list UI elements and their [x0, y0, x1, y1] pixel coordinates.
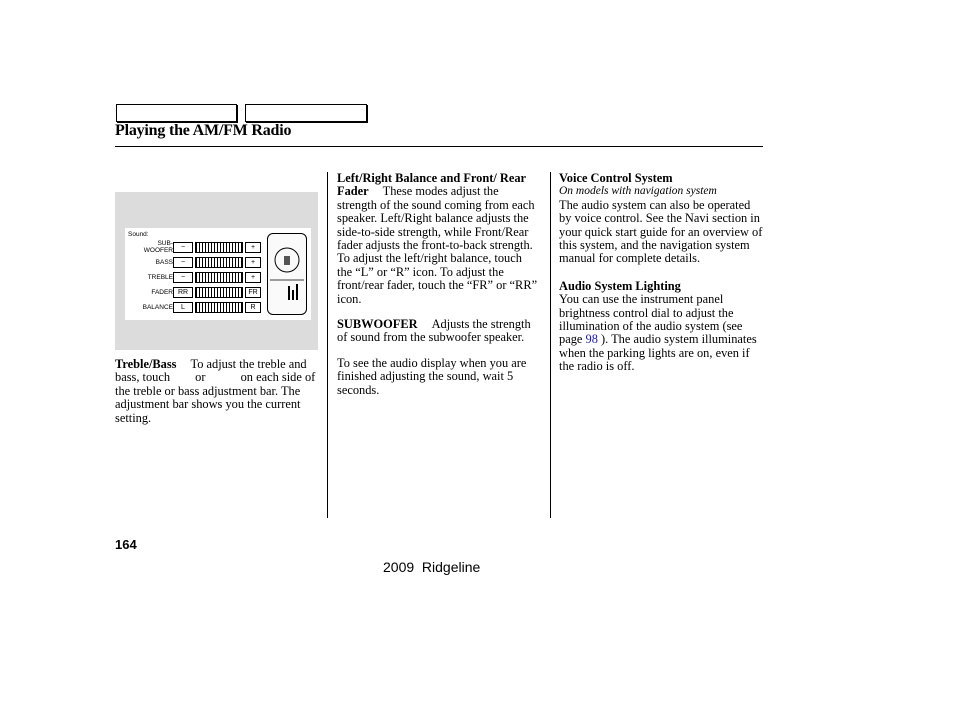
balance-level-bar	[195, 302, 243, 313]
row-label-fader: FADER	[151, 289, 173, 296]
treble-bass-text-or: or	[195, 370, 206, 385]
sound-settings-figure	[115, 192, 318, 350]
bass-plus-button[interactable]: +	[245, 257, 261, 268]
audio-display-note: To see the audio display when you are finished adjusting the sound, wait 5 seconds.	[337, 355, 527, 397]
row-label-treble: TREBLE	[147, 274, 173, 281]
balance-fader-section	[337, 172, 539, 397]
title-rule	[115, 146, 763, 147]
page-98-link[interactable]: 98	[585, 332, 598, 347]
treble-plus-button[interactable]: +	[245, 272, 261, 283]
lighting-text-a: You can use the instrument panel brightness control dial to adjust the illumination of the audio system (see page	[559, 292, 743, 347]
treble-bass-text-a: To adjust the treble and bass, touch	[115, 357, 307, 385]
treble-bass-heading: Treble/Bass	[115, 357, 177, 371]
voice-control-section	[559, 172, 763, 374]
lighting-text-b: ). The audio system illuminates when the parking lights are on, even if the radio is off.	[559, 332, 757, 374]
subwoofer-heading: SUBWOOFER	[337, 317, 418, 332]
bass-level-bar	[195, 257, 243, 268]
fader-rr-button[interactable]: RR	[173, 287, 193, 298]
voice-control-note: On models with navigation system	[559, 185, 717, 198]
fader-fr-button[interactable]: FR	[245, 287, 261, 298]
row-label-subwoofer: SUB- WOOFER	[143, 240, 173, 254]
column-divider-left	[327, 172, 328, 518]
balance-fader-heading: Left/Right Balance and Front/ Rear Fader	[337, 171, 526, 199]
page-number: 164	[115, 537, 137, 552]
subwoofer-minus-button[interactable]: −	[173, 242, 193, 253]
voice-control-text: The audio system can also be operated by voice control. See the Navi section in your quick start guide for an overview of this system, and the navigation system manual for complete details.	[559, 197, 763, 266]
treble-bass-text-b: on each side of the treble or bass adjustment bar. The adjustment bar shows you the current setting.	[115, 370, 316, 425]
row-label-bass: BASS	[155, 259, 173, 266]
fader-level-bar	[195, 287, 243, 298]
row-label-balance: BALANCE	[142, 304, 173, 311]
nav-tab-index[interactable]	[245, 104, 367, 122]
speaker-position-panel	[267, 233, 307, 315]
subwoofer-text: Adjusts the strength of sound from the subwoofer speaker.	[337, 317, 531, 345]
nav-tab-main-menu[interactable]	[116, 104, 237, 122]
bass-minus-button[interactable]: −	[173, 257, 193, 268]
balance-l-button[interactable]: L	[173, 302, 193, 313]
treble-level-bar	[195, 272, 243, 283]
balance-r-button[interactable]: R	[245, 302, 261, 313]
subwoofer-level-bar	[195, 242, 243, 253]
sound-screen	[125, 228, 311, 320]
footer-model: 2009 Ridgeline	[383, 559, 481, 575]
sound-screen-title: Sound:	[128, 231, 149, 238]
lighting-heading: Audio System Lighting	[559, 278, 681, 293]
treble-bass-section	[115, 358, 319, 425]
treble-minus-button[interactable]: −	[173, 272, 193, 283]
voice-control-heading: Voice Control System	[559, 171, 673, 185]
subwoofer-plus-button[interactable]: +	[245, 242, 261, 253]
page-title: Playing the AM/FM Radio	[115, 122, 292, 139]
speaker-position-icon	[268, 234, 306, 314]
balance-fader-text: These modes adjust the strength of the sound coming from each speaker. Left/Right balance adjusts the side-to-side strength, while Front/Rear fader adjusts the front-to-back strength. To adjust the left/right balance, touch the “L” or “R” icon. To adjust the front/rear fader, touch the “FR” or “RR” icon.	[337, 184, 538, 306]
column-divider-right	[550, 172, 551, 518]
